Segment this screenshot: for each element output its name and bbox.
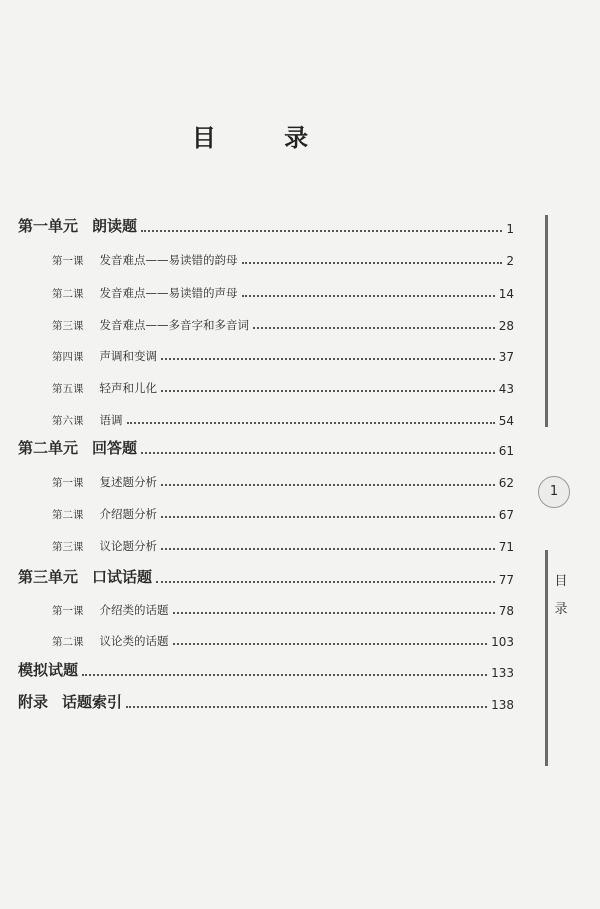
- toc-entry[interactable]: [18, 212, 514, 236]
- dot-leader: [82, 674, 487, 676]
- toc-entry-number: 第六课: [52, 415, 84, 427]
- toc-entry-title: 模拟试题: [18, 661, 79, 679]
- toc-entry-page: 2: [506, 254, 514, 268]
- toc-entry-page: 133: [491, 666, 514, 680]
- toc-entry-label: [52, 252, 238, 268]
- toc-entry-title: 话题索引: [62, 693, 123, 711]
- side-bar-upper: [545, 215, 548, 427]
- toc-entry[interactable]: [52, 277, 514, 301]
- toc-entry-label: [52, 506, 157, 522]
- toc-entry-title: 发音难点——易读错的韵母: [99, 253, 238, 267]
- toc-entry-title: 语调: [99, 413, 123, 427]
- toc-entry-page: 54: [498, 414, 514, 428]
- toc-entry[interactable]: [52, 625, 514, 649]
- dot-leader: [141, 452, 495, 454]
- toc-entry-title: 口试话题: [92, 568, 153, 586]
- toc-entry-number: 第二课: [52, 509, 84, 521]
- toc-entry[interactable]: [52, 404, 514, 428]
- toc-entry-label: [52, 538, 157, 554]
- toc-entry-number: 第五课: [52, 383, 84, 395]
- toc-entry-label: [52, 474, 157, 490]
- toc-entry-number: 第三课: [52, 320, 84, 332]
- toc-entry-label: [52, 602, 169, 618]
- toc-entry-number: 附录: [18, 693, 49, 711]
- dot-leader: [156, 581, 495, 583]
- toc-entry-label: [52, 380, 157, 396]
- dot-leader: [161, 390, 495, 392]
- toc-entry-number: 第二单元: [18, 439, 79, 457]
- toc-entry[interactable]: [18, 563, 514, 587]
- toc-entry-number: 第三课: [52, 541, 84, 553]
- toc-entry-title: 介绍类的话题: [99, 603, 169, 617]
- dot-leader: [161, 484, 495, 486]
- toc-entry-page: 103: [491, 635, 514, 649]
- toc-entry-label: [52, 412, 123, 428]
- toc-entry-label: [18, 215, 137, 236]
- toc-entry-title: 轻声和儿化: [99, 381, 157, 395]
- toc-entry-title: 议论类的话题: [99, 634, 169, 648]
- toc-entry-page: 61: [498, 444, 514, 458]
- dot-leader: [173, 643, 488, 645]
- toc-entry-number: 第三单元: [18, 568, 79, 586]
- dot-leader: [253, 327, 495, 329]
- toc-entry[interactable]: [52, 594, 514, 618]
- toc-entry-label: [52, 285, 238, 301]
- toc-entry-number: 第一课: [52, 605, 84, 617]
- toc-entry-number: 第四课: [52, 351, 84, 363]
- toc-entry-title: 声调和变调: [99, 349, 157, 363]
- toc-entry-label: [52, 348, 157, 364]
- toc-entry-label: [18, 437, 137, 458]
- toc-entry-title: 朗读题: [92, 217, 138, 235]
- dot-leader: [161, 358, 495, 360]
- toc-entry-page: 78: [498, 604, 514, 618]
- toc-entry-label: [18, 566, 152, 587]
- toc-entry-page: 37: [498, 350, 514, 364]
- toc-entry-label: [18, 659, 78, 680]
- toc-entry[interactable]: [52, 309, 514, 333]
- toc-entry[interactable]: [52, 244, 514, 268]
- toc-entry-title: 复述题分析: [99, 475, 157, 489]
- toc-entry-label: [52, 317, 249, 333]
- dot-leader: [141, 230, 502, 232]
- toc-entry-label: [52, 633, 169, 649]
- toc-entry-number: 第一单元: [18, 217, 79, 235]
- toc-entry[interactable]: [52, 372, 514, 396]
- dot-leader: [127, 422, 495, 424]
- toc-entry[interactable]: [52, 466, 514, 490]
- side-section-label: 目录: [554, 574, 568, 617]
- toc-entry[interactable]: [18, 688, 514, 712]
- dot-leader: [242, 262, 503, 264]
- dot-leader: [161, 516, 495, 518]
- toc-entry-page: 14: [498, 287, 514, 301]
- dot-leader: [242, 295, 495, 297]
- toc-entry-page: 62: [498, 476, 514, 490]
- toc-entry[interactable]: [18, 656, 514, 680]
- toc-entry-page: 28: [498, 319, 514, 333]
- toc-entry-number: 第二课: [52, 288, 84, 300]
- dot-leader: [126, 706, 487, 708]
- toc-entry-page: 67: [498, 508, 514, 522]
- dot-leader: [173, 612, 495, 614]
- toc-entry-page: 71: [498, 540, 514, 554]
- toc-entry[interactable]: [52, 340, 514, 364]
- toc-entry[interactable]: [52, 530, 514, 554]
- toc-entry-title: 回答题: [92, 439, 138, 457]
- toc-entry-page: 1: [506, 222, 514, 236]
- toc-entry-title: 发音难点——多音字和多音词: [99, 318, 249, 332]
- toc-entry-title: 介绍题分析: [99, 507, 157, 521]
- toc-entry-number: 第一课: [52, 477, 84, 489]
- toc-entry-title: 发音难点——易读错的声母: [99, 286, 238, 300]
- side-bar-lower: [545, 550, 548, 766]
- toc-entry[interactable]: [18, 434, 514, 458]
- toc-entry-number: 第一课: [52, 255, 84, 267]
- page-title: 目 录: [191, 124, 339, 152]
- toc-entry-title: 议论题分析: [99, 539, 157, 553]
- toc-entry-page: 77: [498, 573, 514, 587]
- toc-entry-page: 138: [491, 698, 514, 712]
- page-number-badge: 1: [538, 476, 570, 508]
- toc-entry-label: [18, 691, 122, 712]
- toc-entry[interactable]: [52, 498, 514, 522]
- toc-entry-page: 43: [498, 382, 514, 396]
- toc-entry-number: 第二课: [52, 636, 84, 648]
- dot-leader: [161, 548, 495, 550]
